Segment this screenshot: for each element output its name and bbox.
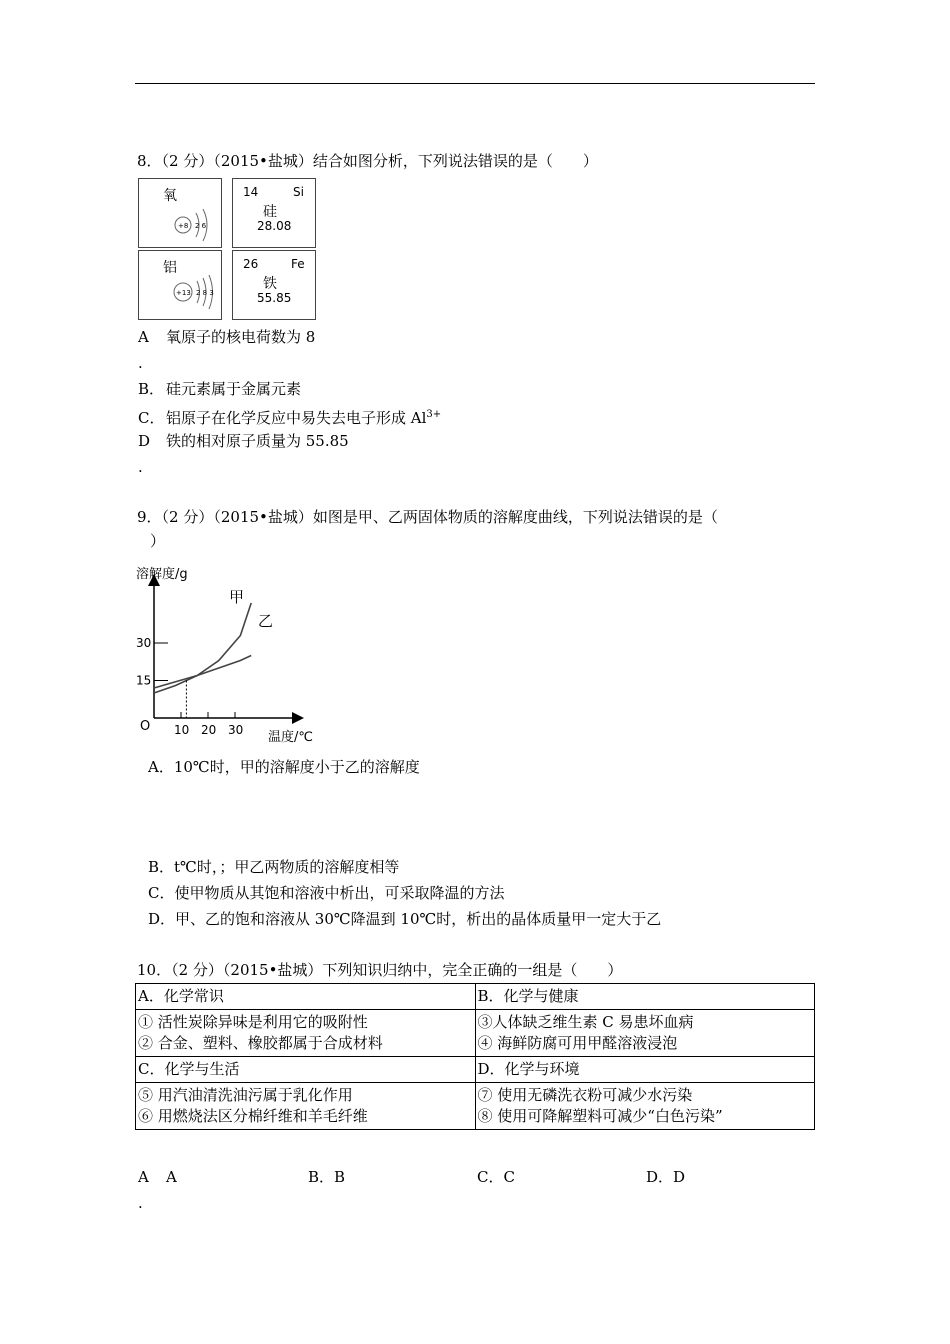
y-tick-label: 30 bbox=[136, 636, 152, 650]
q8-option-d-dot: . bbox=[138, 458, 143, 476]
option-label: A bbox=[138, 1168, 149, 1186]
table-cell: B．化学与健康 bbox=[475, 984, 815, 1010]
shell-label: 2 6 bbox=[195, 222, 207, 230]
q9-stem-line1: 9．（2 分）（2015•盐城）如图是甲、乙两固体物质的溶解度曲线，下列说法错误的是（ bbox=[137, 508, 718, 526]
option-text: 铁的相对原子质量为 55.85 bbox=[166, 432, 349, 450]
q8-option-a bbox=[138, 327, 315, 347]
table-item: ④ 海鲜防腐可用甲醛溶液浸泡 bbox=[477, 1034, 678, 1052]
table-cell bbox=[136, 1010, 476, 1057]
table-cell: A．化学常识 bbox=[136, 984, 476, 1010]
table-cell: C．化学与生活 bbox=[136, 1057, 476, 1083]
shell-label: 2 8 3 bbox=[196, 289, 214, 297]
oxygen-atom-diagram bbox=[139, 179, 221, 247]
solubility-chart bbox=[134, 560, 334, 750]
table-item: ⑤ 用汽油清洗油污属于乳化作用 bbox=[138, 1086, 353, 1104]
element-name: 硅 bbox=[263, 204, 277, 220]
q8-option-c bbox=[138, 405, 441, 428]
option-text: 铝原子在化学反应中易失去电子形成 Al bbox=[166, 409, 427, 427]
y-axis-label: 溶解度/g bbox=[136, 567, 188, 582]
table-row bbox=[136, 1057, 815, 1083]
element-name: 氧 bbox=[163, 188, 177, 204]
atomic-mass: 55.85 bbox=[257, 291, 292, 305]
table-item: ⑥ 用燃烧法区分棉纤维和羊毛纤维 bbox=[138, 1107, 368, 1125]
table-item: ③人体缺乏维生素 C 易患坏血病 bbox=[477, 1013, 694, 1031]
element-cell-oxygen bbox=[138, 178, 222, 248]
q10-option-a bbox=[138, 1167, 177, 1187]
x-ticks bbox=[174, 712, 243, 737]
element-table-figure bbox=[138, 178, 314, 320]
table-item: ② 合金、塑料、橡胶都属于合成材料 bbox=[138, 1034, 383, 1052]
table-cell: D．化学与环境 bbox=[475, 1057, 815, 1083]
element-name: 铝 bbox=[163, 260, 177, 276]
series-line-1 bbox=[154, 603, 251, 693]
table-item: ① 活性炭除异味是利用它的吸附性 bbox=[138, 1013, 368, 1031]
q10-option-c: C．C bbox=[477, 1168, 515, 1186]
option-text: A bbox=[166, 1168, 177, 1186]
header-rule bbox=[135, 83, 815, 84]
q8-option-b bbox=[138, 379, 301, 399]
atomic-number: 26 bbox=[243, 257, 259, 271]
q8-stem: 8．（2 分）（2015•盐城）结合如图分析，下列说法错误的是（ ） bbox=[137, 152, 598, 170]
knowledge-table bbox=[135, 983, 815, 1130]
atomic-mass: 28.08 bbox=[257, 219, 292, 233]
option-text: 氧原子的核电荷数为 8 bbox=[166, 328, 316, 346]
option-label: C． bbox=[138, 409, 165, 427]
q9-option-b: B．t℃时，；甲乙两物质的溶解度相等 bbox=[148, 858, 400, 876]
element-name: 铁 bbox=[263, 276, 277, 292]
table-item: ⑦ 使用无磷洗衣粉可减少水污染 bbox=[477, 1086, 693, 1104]
x-axis-label: 温度/℃ bbox=[268, 730, 313, 745]
option-label: A bbox=[138, 328, 149, 346]
q10-stem: 10．（2 分）（2015•盐城）下列知识归纳中，完全正确的一组是（ ） bbox=[137, 961, 623, 979]
element-symbol: Fe bbox=[291, 257, 305, 271]
q10-option-b: B．B bbox=[308, 1168, 346, 1186]
nucleus-label: +8 bbox=[178, 222, 189, 230]
atomic-number: 14 bbox=[243, 185, 259, 199]
table-row bbox=[136, 1083, 815, 1130]
option-label: D bbox=[138, 432, 151, 450]
series-label: 甲 bbox=[229, 588, 245, 606]
table-row bbox=[136, 1010, 815, 1057]
origin-label: O bbox=[140, 719, 151, 734]
table-cell bbox=[136, 1083, 476, 1130]
table-cell bbox=[475, 1083, 815, 1130]
q9-option-c: C．使甲物质从其饱和溶液中析出，可采取降温的方法 bbox=[148, 884, 505, 902]
series-label: 乙 bbox=[258, 612, 274, 630]
q10-option-d: D．D bbox=[646, 1168, 686, 1186]
element-cell-aluminum bbox=[138, 250, 222, 320]
q8-option-a-dot: . bbox=[138, 354, 143, 372]
y-tick-label: 15 bbox=[136, 673, 152, 688]
ion-charge: 3+ bbox=[426, 409, 442, 420]
q9-option-d: D．甲、乙的饱和溶液从 30℃降温到 10℃时，析出的晶体质量甲一定大于乙 bbox=[148, 910, 662, 928]
element-symbol: Si bbox=[293, 185, 304, 199]
series-lines bbox=[154, 588, 273, 718]
x-tick-label: 20 bbox=[201, 723, 217, 737]
element-cell-iron bbox=[232, 250, 316, 320]
option-label: B． bbox=[138, 380, 165, 398]
q10-option-a-dot: . bbox=[138, 1194, 143, 1212]
option-text: 硅元素属于金属元素 bbox=[166, 380, 302, 398]
element-cell-silicon bbox=[232, 178, 316, 248]
q9-option-a: A．10℃时，甲的溶解度小于乙的溶解度 bbox=[148, 758, 420, 776]
aluminum-atom-diagram bbox=[139, 251, 221, 319]
y-ticks bbox=[136, 636, 168, 688]
table-cell bbox=[475, 1010, 815, 1057]
x-tick-label: 30 bbox=[228, 723, 244, 737]
table-item: ⑧ 使用可降解塑料可减少“白色污染” bbox=[477, 1107, 723, 1125]
q9-stem-line2: ） bbox=[150, 532, 166, 550]
table-row bbox=[136, 984, 815, 1010]
nucleus-label: +13 bbox=[176, 289, 191, 297]
x-tick-label: 10 bbox=[174, 723, 190, 737]
q8-option-d bbox=[138, 431, 349, 451]
